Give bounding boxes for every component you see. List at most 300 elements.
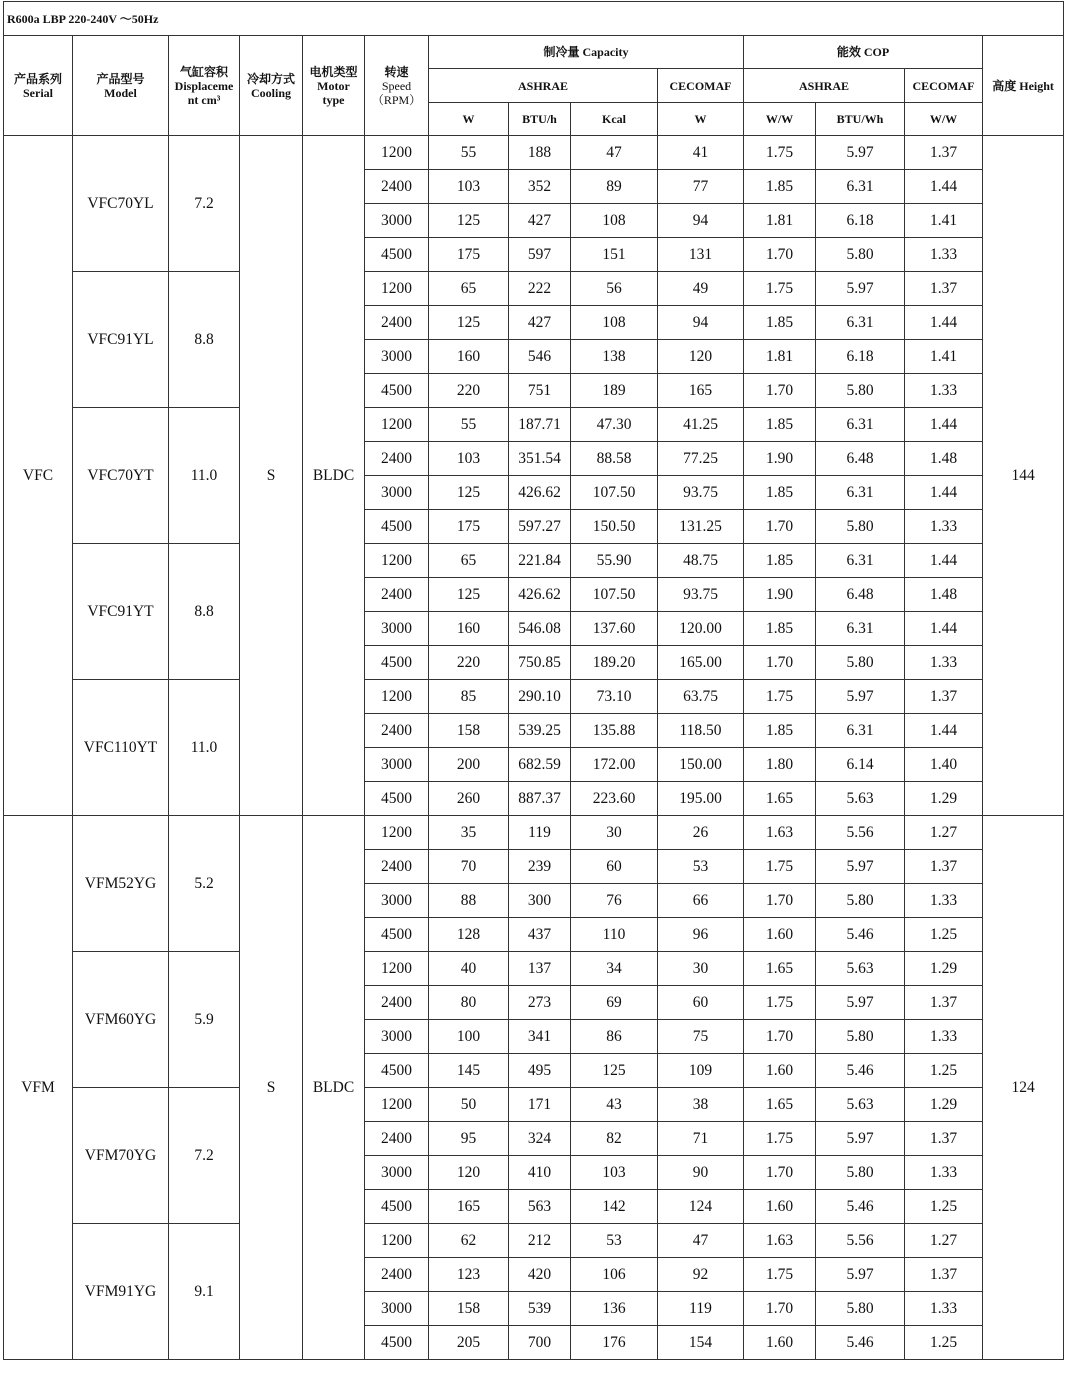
capacity-w-cell: 165: [429, 1190, 509, 1224]
cop-ww-cell: 1.60: [744, 1190, 816, 1224]
model-cell: VFC110YT: [73, 680, 169, 816]
model-cell: VFM70YG: [73, 1088, 169, 1224]
cop-ww-cell: 1.90: [744, 442, 816, 476]
cecomaf-w-cell: 66: [658, 884, 744, 918]
table-row: [4, 680, 1064, 714]
header-displacement-en2: nt cm³: [187, 92, 221, 107]
capacity-btuh-cell: 597: [509, 238, 571, 272]
cecomaf-cop-cell: 1.25: [905, 918, 983, 952]
compressor-spec-table: [3, 1, 1064, 1360]
capacity-btuh-cell: 682.59: [509, 748, 571, 782]
capacity-kcal-cell: 103: [571, 1156, 658, 1190]
capacity-btuh-cell: 426.62: [509, 476, 571, 510]
cop-ww-cell: 1.60: [744, 1054, 816, 1088]
capacity-btuh-cell: 300: [509, 884, 571, 918]
capacity-btuh-cell: 188: [509, 136, 571, 170]
capacity-btuh-cell: 563: [509, 1190, 571, 1224]
motor-cell: BLDC: [303, 816, 365, 1360]
cecomaf-cop-cell: 1.37: [905, 850, 983, 884]
capacity-w-cell: 85: [429, 680, 509, 714]
displacement-cell: 5.9: [169, 952, 240, 1088]
cecomaf-cop-cell: 1.25: [905, 1326, 983, 1360]
capacity-kcal-cell: 47: [571, 136, 658, 170]
capacity-w-cell: 35: [429, 816, 509, 850]
cop-btuwh-cell: 5.46: [816, 918, 905, 952]
capacity-kcal-cell: 55.90: [571, 544, 658, 578]
header-speed: [365, 36, 429, 136]
cecomaf-cop-cell: 1.37: [905, 272, 983, 306]
cecomaf-cop-cell: 1.44: [905, 612, 983, 646]
capacity-w-cell: 62: [429, 1224, 509, 1258]
cecomaf-cop-cell: 1.37: [905, 1258, 983, 1292]
cop-btuwh-cell: 5.80: [816, 646, 905, 680]
capacity-btuh-cell: 119: [509, 816, 571, 850]
table-row: [4, 1088, 1064, 1122]
cecomaf-cop-cell: 1.40: [905, 748, 983, 782]
cecomaf-cop-cell: 1.27: [905, 816, 983, 850]
header-displacement-en: Displaceme: [174, 78, 234, 93]
unit-header: W: [429, 103, 509, 136]
capacity-w-cell: 158: [429, 1292, 509, 1326]
capacity-btuh-cell: 546.08: [509, 612, 571, 646]
capacity-kcal-cell: 125: [571, 1054, 658, 1088]
model-cell: VFM52YG: [73, 816, 169, 952]
capacity-w-cell: 220: [429, 374, 509, 408]
header-displacement-cn: 气缸容积: [179, 64, 228, 79]
capacity-w-cell: 65: [429, 544, 509, 578]
cecomaf-w-cell: 131.25: [658, 510, 744, 544]
cecomaf-w-cell: 63.75: [658, 680, 744, 714]
spec-sheet: [3, 1, 1064, 1360]
header-model-en: Model: [104, 85, 137, 100]
speed-cell: 2400: [365, 306, 429, 340]
header-displacement: [169, 36, 240, 136]
serial-cell: VFC: [4, 136, 73, 816]
capacity-kcal-cell: 89: [571, 170, 658, 204]
cop-btuwh-cell: 5.56: [816, 816, 905, 850]
capacity-w-cell: 120: [429, 1156, 509, 1190]
cop-btuwh-cell: 5.63: [816, 782, 905, 816]
capacity-w-cell: 125: [429, 578, 509, 612]
capacity-kcal-cell: 107.50: [571, 578, 658, 612]
header-speed-cn: 转速: [384, 64, 409, 79]
cop-btuwh-cell: 6.48: [816, 578, 905, 612]
capacity-kcal-cell: 53: [571, 1224, 658, 1258]
cecomaf-cop-cell: 1.25: [905, 1054, 983, 1088]
capacity-w-cell: 95: [429, 1122, 509, 1156]
cecomaf-cop-cell: 1.48: [905, 578, 983, 612]
cecomaf-w-cell: 195.00: [658, 782, 744, 816]
cecomaf-cop-cell: 1.37: [905, 986, 983, 1020]
cecomaf-w-cell: 93.75: [658, 578, 744, 612]
capacity-w-cell: 80: [429, 986, 509, 1020]
speed-cell: 1200: [365, 408, 429, 442]
header-speed-en: Speed: [381, 78, 412, 93]
capacity-kcal-cell: 34: [571, 952, 658, 986]
capacity-kcal-cell: 73.10: [571, 680, 658, 714]
speed-cell: 4500: [365, 646, 429, 680]
table-row: [4, 952, 1064, 986]
capacity-kcal-cell: 135.88: [571, 714, 658, 748]
cop-ww-cell: 1.70: [744, 374, 816, 408]
cop-btuwh-cell: 6.48: [816, 442, 905, 476]
speed-cell: 3000: [365, 340, 429, 374]
header-cop-cecomaf: CECOMAF: [905, 69, 983, 103]
capacity-w-cell: 100: [429, 1020, 509, 1054]
cop-btuwh-cell: 5.97: [816, 1122, 905, 1156]
cop-btuwh-cell: 5.80: [816, 1156, 905, 1190]
cecomaf-cop-cell: 1.33: [905, 1020, 983, 1054]
unit-header: BTU/Wh: [816, 103, 905, 136]
cop-btuwh-cell: 5.80: [816, 1020, 905, 1054]
capacity-w-cell: 125: [429, 204, 509, 238]
cecomaf-cop-cell: 1.44: [905, 408, 983, 442]
cecomaf-cop-cell: 1.41: [905, 204, 983, 238]
speed-cell: 2400: [365, 850, 429, 884]
speed-cell: 4500: [365, 782, 429, 816]
model-cell: VFC70YL: [73, 136, 169, 272]
cop-ww-cell: 1.75: [744, 1122, 816, 1156]
speed-cell: 1200: [365, 1224, 429, 1258]
capacity-btuh-cell: 341: [509, 1020, 571, 1054]
header-cop-ashrae: ASHRAE: [744, 69, 905, 103]
header-model: [73, 36, 169, 136]
capacity-w-cell: 103: [429, 170, 509, 204]
speed-cell: 3000: [365, 612, 429, 646]
capacity-btuh-cell: 351.54: [509, 442, 571, 476]
cecomaf-w-cell: 165.00: [658, 646, 744, 680]
capacity-w-cell: 200: [429, 748, 509, 782]
capacity-kcal-cell: 223.60: [571, 782, 658, 816]
model-cell: VFM60YG: [73, 952, 169, 1088]
table-row: [4, 544, 1064, 578]
header-capacity-cecomaf: CECOMAF: [658, 69, 744, 103]
cop-ww-cell: 1.85: [744, 408, 816, 442]
cecomaf-w-cell: 49: [658, 272, 744, 306]
capacity-kcal-cell: 142: [571, 1190, 658, 1224]
cop-ww-cell: 1.65: [744, 952, 816, 986]
cop-btuwh-cell: 5.46: [816, 1190, 905, 1224]
unit-header: W/W: [744, 103, 816, 136]
capacity-w-cell: 175: [429, 510, 509, 544]
cop-btuwh-cell: 5.46: [816, 1054, 905, 1088]
header-height: 高度 Height: [983, 36, 1064, 136]
capacity-kcal-cell: 88.58: [571, 442, 658, 476]
header-motor: [303, 36, 365, 136]
capacity-w-cell: 103: [429, 442, 509, 476]
table-row: [4, 136, 1064, 170]
cecomaf-cop-cell: 1.37: [905, 1122, 983, 1156]
speed-cell: 2400: [365, 442, 429, 476]
cecomaf-cop-cell: 1.41: [905, 340, 983, 374]
speed-cell: 3000: [365, 476, 429, 510]
capacity-w-cell: 220: [429, 646, 509, 680]
header-motor-en2: type: [322, 92, 345, 107]
capacity-kcal-cell: 43: [571, 1088, 658, 1122]
capacity-kcal-cell: 137.60: [571, 612, 658, 646]
header-capacity-ashrae: ASHRAE: [429, 69, 658, 103]
cecomaf-w-cell: 165: [658, 374, 744, 408]
capacity-kcal-cell: 56: [571, 272, 658, 306]
cecomaf-w-cell: 60: [658, 986, 744, 1020]
capacity-kcal-cell: 47.30: [571, 408, 658, 442]
capacity-w-cell: 65: [429, 272, 509, 306]
cecomaf-w-cell: 94: [658, 306, 744, 340]
cop-ww-cell: 1.75: [744, 680, 816, 714]
capacity-btuh-cell: 324: [509, 1122, 571, 1156]
speed-cell: 2400: [365, 714, 429, 748]
cecomaf-w-cell: 131: [658, 238, 744, 272]
cecomaf-cop-cell: 1.27: [905, 1224, 983, 1258]
capacity-kcal-cell: 108: [571, 306, 658, 340]
capacity-w-cell: 145: [429, 1054, 509, 1088]
capacity-btuh-cell: 212: [509, 1224, 571, 1258]
cecomaf-cop-cell: 1.33: [905, 374, 983, 408]
model-cell: VFC70YT: [73, 408, 169, 544]
cecomaf-w-cell: 26: [658, 816, 744, 850]
speed-cell: 1200: [365, 272, 429, 306]
capacity-kcal-cell: 110: [571, 918, 658, 952]
cop-ww-cell: 1.70: [744, 1020, 816, 1054]
header-cooling-cn: 冷却方式: [246, 71, 295, 86]
cop-btuwh-cell: 5.56: [816, 1224, 905, 1258]
table-title: R600a LBP 220-240V ～50Hz: [4, 2, 1064, 36]
speed-cell: 4500: [365, 1190, 429, 1224]
cecomaf-w-cell: 38: [658, 1088, 744, 1122]
table-row: [4, 408, 1064, 442]
cooling-cell: S: [240, 136, 303, 816]
capacity-btuh-cell: 290.10: [509, 680, 571, 714]
speed-cell: 3000: [365, 1020, 429, 1054]
cecomaf-w-cell: 124: [658, 1190, 744, 1224]
cop-btuwh-cell: 5.46: [816, 1326, 905, 1360]
cecomaf-w-cell: 41.25: [658, 408, 744, 442]
capacity-kcal-cell: 136: [571, 1292, 658, 1326]
cecomaf-w-cell: 96: [658, 918, 744, 952]
cecomaf-w-cell: 77: [658, 170, 744, 204]
cop-btuwh-cell: 6.31: [816, 408, 905, 442]
cecomaf-cop-cell: 1.25: [905, 1190, 983, 1224]
cecomaf-cop-cell: 1.37: [905, 680, 983, 714]
cecomaf-w-cell: 94: [658, 204, 744, 238]
cecomaf-w-cell: 109: [658, 1054, 744, 1088]
unit-header: Kcal: [571, 103, 658, 136]
capacity-kcal-cell: 69: [571, 986, 658, 1020]
cop-ww-cell: 1.60: [744, 918, 816, 952]
cop-ww-cell: 1.65: [744, 782, 816, 816]
capacity-w-cell: 70: [429, 850, 509, 884]
speed-cell: 4500: [365, 1326, 429, 1360]
capacity-kcal-cell: 138: [571, 340, 658, 374]
speed-cell: 4500: [365, 374, 429, 408]
capacity-btuh-cell: 352: [509, 170, 571, 204]
cop-btuwh-cell: 6.31: [816, 476, 905, 510]
model-cell: VFM91YG: [73, 1224, 169, 1360]
speed-cell: 2400: [365, 1258, 429, 1292]
cecomaf-cop-cell: 1.44: [905, 714, 983, 748]
header-model-cn: 产品型号: [96, 71, 145, 86]
header-motor-cn: 电机类型: [309, 64, 358, 79]
capacity-w-cell: 260: [429, 782, 509, 816]
cop-ww-cell: 1.70: [744, 884, 816, 918]
cecomaf-w-cell: 53: [658, 850, 744, 884]
capacity-kcal-cell: 30: [571, 816, 658, 850]
capacity-kcal-cell: 172.00: [571, 748, 658, 782]
serial-cell: VFM: [4, 816, 73, 1360]
speed-cell: 1200: [365, 952, 429, 986]
cecomaf-cop-cell: 1.29: [905, 1088, 983, 1122]
cecomaf-w-cell: 75: [658, 1020, 744, 1054]
cop-ww-cell: 1.75: [744, 850, 816, 884]
cop-ww-cell: 1.85: [744, 170, 816, 204]
cop-btuwh-cell: 6.31: [816, 612, 905, 646]
displacement-cell: 7.2: [169, 136, 240, 272]
speed-cell: 3000: [365, 1156, 429, 1190]
cecomaf-cop-cell: 1.44: [905, 476, 983, 510]
capacity-btuh-cell: 273: [509, 986, 571, 1020]
speed-cell: 1200: [365, 544, 429, 578]
cecomaf-w-cell: 47: [658, 1224, 744, 1258]
cop-ww-cell: 1.85: [744, 544, 816, 578]
capacity-w-cell: 205: [429, 1326, 509, 1360]
capacity-w-cell: 123: [429, 1258, 509, 1292]
displacement-cell: 7.2: [169, 1088, 240, 1224]
capacity-w-cell: 125: [429, 306, 509, 340]
capacity-kcal-cell: 60: [571, 850, 658, 884]
cecomaf-w-cell: 48.75: [658, 544, 744, 578]
capacity-btuh-cell: 546: [509, 340, 571, 374]
speed-cell: 3000: [365, 1292, 429, 1326]
speed-cell: 2400: [365, 986, 429, 1020]
cop-ww-cell: 1.75: [744, 986, 816, 1020]
speed-cell: 3000: [365, 748, 429, 782]
capacity-btuh-cell: 887.37: [509, 782, 571, 816]
cecomaf-cop-cell: 1.33: [905, 1292, 983, 1326]
speed-cell: 2400: [365, 578, 429, 612]
cop-ww-cell: 1.70: [744, 510, 816, 544]
capacity-btuh-cell: 420: [509, 1258, 571, 1292]
cop-btuwh-cell: 5.63: [816, 952, 905, 986]
cecomaf-w-cell: 120.00: [658, 612, 744, 646]
cop-btuwh-cell: 5.97: [816, 986, 905, 1020]
cecomaf-w-cell: 119: [658, 1292, 744, 1326]
speed-cell: 1200: [365, 816, 429, 850]
capacity-kcal-cell: 107.50: [571, 476, 658, 510]
unit-header: BTU/h: [509, 103, 571, 136]
capacity-kcal-cell: 150.50: [571, 510, 658, 544]
capacity-kcal-cell: 108: [571, 204, 658, 238]
header-motor-en: Motor: [317, 78, 350, 93]
table-row: [4, 272, 1064, 306]
header-capacity: 制冷量 Capacity: [429, 36, 744, 69]
capacity-kcal-cell: 151: [571, 238, 658, 272]
cecomaf-w-cell: 92: [658, 1258, 744, 1292]
cop-btuwh-cell: 6.18: [816, 340, 905, 374]
cop-btuwh-cell: 5.80: [816, 1292, 905, 1326]
header-cooling-en: Cooling: [250, 85, 291, 100]
unit-header: W: [658, 103, 744, 136]
capacity-w-cell: 160: [429, 612, 509, 646]
cecomaf-cop-cell: 1.37: [905, 136, 983, 170]
capacity-btuh-cell: 539.25: [509, 714, 571, 748]
cecomaf-w-cell: 120: [658, 340, 744, 374]
cop-btuwh-cell: 6.31: [816, 306, 905, 340]
displacement-cell: 11.0: [169, 408, 240, 544]
cop-ww-cell: 1.70: [744, 646, 816, 680]
cecomaf-w-cell: 41: [658, 136, 744, 170]
cop-btuwh-cell: 6.31: [816, 170, 905, 204]
cop-btuwh-cell: 5.97: [816, 680, 905, 714]
cecomaf-cop-cell: 1.33: [905, 1156, 983, 1190]
displacement-cell: 11.0: [169, 680, 240, 816]
cop-ww-cell: 1.81: [744, 340, 816, 374]
cop-btuwh-cell: 5.97: [816, 850, 905, 884]
capacity-btuh-cell: 495: [509, 1054, 571, 1088]
unit-header: W/W: [905, 103, 983, 136]
capacity-kcal-cell: 189: [571, 374, 658, 408]
cop-btuwh-cell: 5.80: [816, 510, 905, 544]
speed-cell: 4500: [365, 1054, 429, 1088]
cop-ww-cell: 1.85: [744, 306, 816, 340]
cop-btuwh-cell: 6.14: [816, 748, 905, 782]
cecomaf-cop-cell: 1.44: [905, 306, 983, 340]
cecomaf-w-cell: 90: [658, 1156, 744, 1190]
capacity-btuh-cell: 437: [509, 918, 571, 952]
speed-cell: 1200: [365, 1088, 429, 1122]
capacity-w-cell: 125: [429, 476, 509, 510]
capacity-kcal-cell: 176: [571, 1326, 658, 1360]
capacity-w-cell: 158: [429, 714, 509, 748]
capacity-kcal-cell: 82: [571, 1122, 658, 1156]
displacement-cell: 9.1: [169, 1224, 240, 1360]
cecomaf-w-cell: 71: [658, 1122, 744, 1156]
speed-cell: 2400: [365, 1122, 429, 1156]
speed-cell: 4500: [365, 918, 429, 952]
capacity-btuh-cell: 137: [509, 952, 571, 986]
displacement-cell: 5.2: [169, 816, 240, 952]
capacity-w-cell: 175: [429, 238, 509, 272]
cop-ww-cell: 1.70: [744, 1156, 816, 1190]
cop-btuwh-cell: 5.63: [816, 1088, 905, 1122]
capacity-btuh-cell: 187.71: [509, 408, 571, 442]
speed-cell: 1200: [365, 136, 429, 170]
cop-ww-cell: 1.85: [744, 476, 816, 510]
speed-cell: 2400: [365, 170, 429, 204]
cecomaf-cop-cell: 1.29: [905, 782, 983, 816]
model-cell: VFC91YT: [73, 544, 169, 680]
cop-ww-cell: 1.63: [744, 816, 816, 850]
capacity-w-cell: 88: [429, 884, 509, 918]
capacity-kcal-cell: 106: [571, 1258, 658, 1292]
capacity-btuh-cell: 410: [509, 1156, 571, 1190]
cop-ww-cell: 1.60: [744, 1326, 816, 1360]
cop-ww-cell: 1.75: [744, 1258, 816, 1292]
speed-cell: 3000: [365, 884, 429, 918]
capacity-btuh-cell: 239: [509, 850, 571, 884]
capacity-btuh-cell: 222: [509, 272, 571, 306]
header-cooling: [240, 36, 303, 136]
capacity-btuh-cell: 751: [509, 374, 571, 408]
cop-btuwh-cell: 5.97: [816, 272, 905, 306]
cop-ww-cell: 1.65: [744, 1088, 816, 1122]
cecomaf-cop-cell: 1.29: [905, 952, 983, 986]
cecomaf-cop-cell: 1.33: [905, 510, 983, 544]
cecomaf-cop-cell: 1.44: [905, 170, 983, 204]
header-serial-cn: 产品系列: [13, 71, 62, 86]
cecomaf-w-cell: 93.75: [658, 476, 744, 510]
cop-btuwh-cell: 6.31: [816, 544, 905, 578]
capacity-w-cell: 55: [429, 408, 509, 442]
